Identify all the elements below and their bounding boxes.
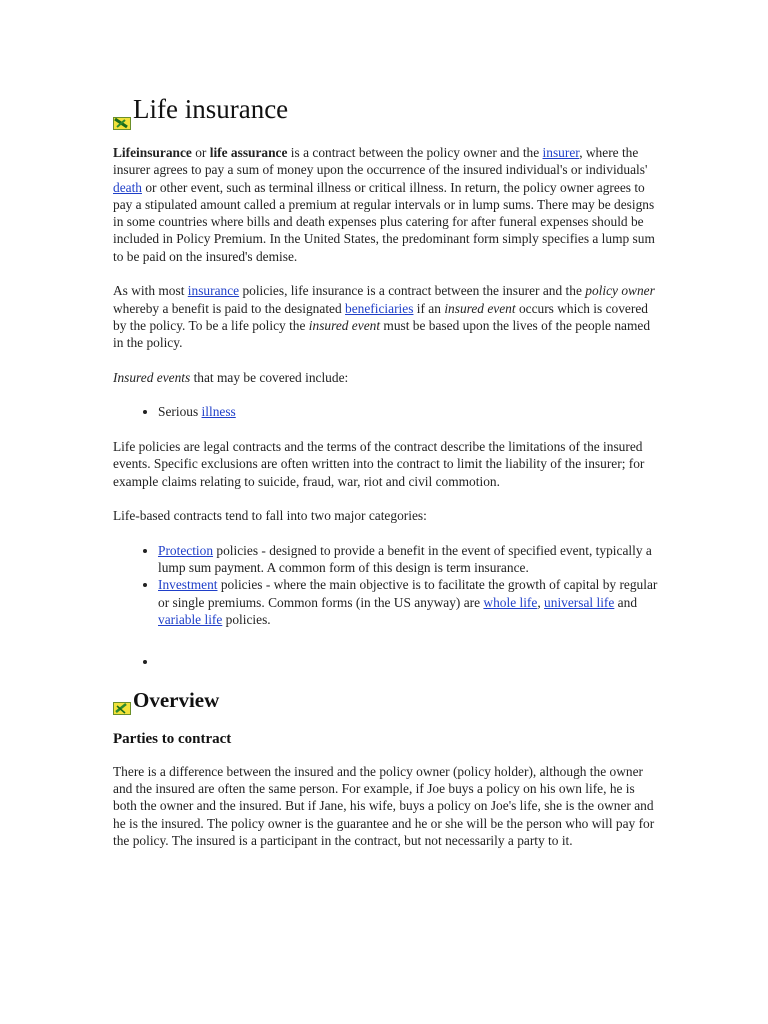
edit-section-icon[interactable] (113, 693, 131, 707)
list-item: • Investment policies - where the main objective is to facilitate the growth of capital by regular or single premiums. Common forms (in the US anyway) are whole life, universal life and variable life policies. (158, 576, 658, 628)
parties-paragraph: There is a difference between the insured and the policy owner (policy holder), although the owner and the insured are often the same person. For example, if Joe buys a policy on his own life, he is both the owner and the insured. But if Jane, his wife, buys a policy on Joe's life, she is the owner and he is the insured. The policy owner is the guarantee and he or she will be the person who will pay for the policy. The insured is a participant in the contract, but not necessarily a party to it. (113, 763, 655, 848)
link-insurer[interactable]: insurer (542, 145, 580, 160)
list-item-empty (158, 653, 658, 670)
link-illness[interactable]: illness (201, 404, 236, 420)
page-title (113, 90, 658, 128)
link-beneficiaries[interactable]: beneficiaries (345, 300, 414, 316)
page-title-text: Life insurance (133, 94, 289, 124)
list-item: • Serious illness (158, 403, 658, 420)
legal-contracts-paragraph: Life policies are legal contracts and the terms of the contract describe the limitations of the insured events. Specific exclusions are often written into the contract to limit the liability of the insurer; for example claims relating to suicide, fraud, war, riot and civil commotion. (113, 439, 645, 489)
subheading-parties: Parties to contract (113, 730, 232, 747)
link-universal-life[interactable]: universal life (544, 594, 615, 610)
section-heading-overview (113, 685, 658, 715)
empty-list (113, 653, 658, 670)
article-body (113, 90, 658, 849)
link-variable-life[interactable]: variable life (158, 612, 223, 628)
list-item: • Protection policies - designed to provide a benefit in the event of specified event, typically a lump sum payment. A common form of this design is term insurance. (158, 542, 658, 577)
section-heading-text: Overview (133, 687, 220, 712)
insured-events-paragraph: Insured events that may be covered include: (113, 369, 349, 385)
link-investment[interactable]: Investment (158, 577, 218, 593)
insured-events-list (113, 403, 658, 420)
edit-section-icon[interactable] (113, 102, 131, 116)
term-lifeinsurance: Lifeinsurance (113, 145, 192, 160)
categories-paragraph: Life-based contracts tend to fall into two major categories: (113, 508, 427, 524)
link-death[interactable]: death (113, 179, 142, 195)
policy-paragraph: As with most insurance policies, life insurance is a contract between the insurer and the policy owner whereby a benefit is paid to the designated beneficiaries if an insured event occurs which is covered by the policy. To be a life policy the insured event must be based upon the lives of the people named in the policy. (113, 283, 655, 351)
link-whole-life[interactable]: whole life (483, 594, 538, 610)
categories-list (113, 542, 658, 628)
intro-paragraph: Lifeinsurance or life assurance is a contract between the policy owner and the insurer, where the insurer agrees to pay a sum of money upon the occurrence of the insured individual's or individuals' death or other event, such as terminal illness or critical illness. In return, the policy owner agrees to pay a stipulated amount called a premium at regular intervals or in lump sums. There may be designs in some countries where bills and death expenses plus catering for after funeral expenses should be included in Policy Premium. In the United States, the predominant form simply specifies a lump sum to be paid on the insured's demise. (113, 145, 655, 264)
term-life-assurance: life assurance (209, 145, 288, 160)
link-protection[interactable]: Protection (158, 542, 214, 558)
link-insurance[interactable]: insurance (187, 283, 240, 299)
